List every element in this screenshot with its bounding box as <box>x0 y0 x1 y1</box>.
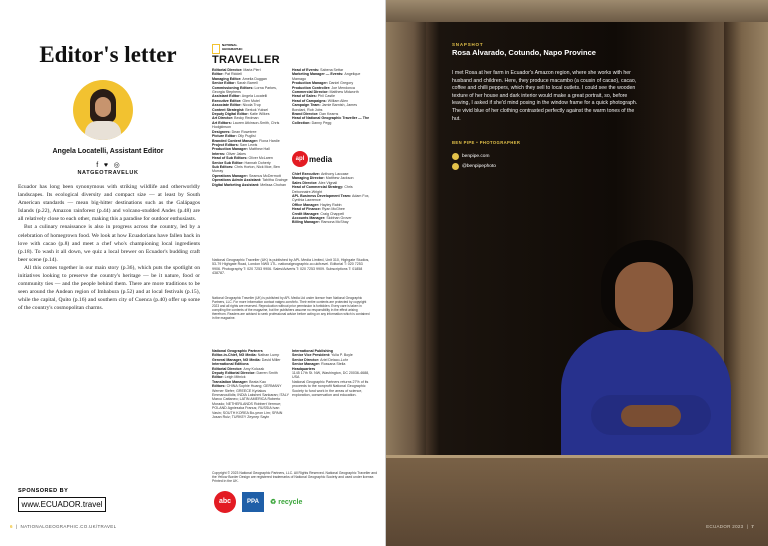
credit-line: Head of Finance: Ryan McGhee <box>292 207 345 212</box>
snapshot-label: SNAPSHOT <box>452 42 484 47</box>
masthead-column-ngp <box>212 349 290 420</box>
editor-letter-body <box>18 183 200 313</box>
apl-media-logo: apl media <box>292 151 332 167</box>
footer-left: 6 | NATIONALGEOGRAPHIC.CO.UK/TRAVEL <box>10 524 117 529</box>
credit-line: Head of Sub Editors: Oliver McLaren <box>212 156 273 161</box>
photo-credit: BEN PIPE • PHOTOGRAPHER <box>452 140 521 145</box>
photographer-instagram[interactable]: @benpipephoto <box>452 163 496 170</box>
credit-line: Editor: Leigh Mitnick <box>212 375 246 380</box>
credit-line: Editorial Director: Maria Pieri <box>212 68 261 72</box>
masthead-column-intl-publishing <box>292 349 370 397</box>
credit-line: Deputy Digital Editor: Katie Wilkes <box>212 112 270 117</box>
credit-line: Senior Director: Ariel Deiaco-Lohr <box>292 357 348 362</box>
editor-byline: Angela Locatelli, Assistant Editor <box>52 148 164 155</box>
right-page-photo <box>386 0 768 546</box>
masthead-column-apl <box>292 172 370 225</box>
column-heading: National Geographic Partners <box>212 349 263 353</box>
credit-line: Head of Events: Sabena Settar <box>292 68 344 72</box>
credit-line: APL Business Development Team: Adam Fox, Cynthia Lawrence <box>292 194 370 203</box>
credit-line: Art Editors: Lauren Atkinson-Smith, Chris Hodgkinson <box>212 120 280 130</box>
credit-line: Managing Editor: Amelia Duggan <box>212 76 267 81</box>
credit-line: 1145 17th St. NW, Washington, DC 20036-4688, USA <box>292 371 370 380</box>
instagram-icon[interactable]: ◎ <box>113 162 120 169</box>
legal-notice: National Geographic Traveller (UK) is published by APL Media Ltd under licence from National Geographic Partners, LLC. For more information contact natgeo.com/info. Their entire contents are protected by copyright 2023 and all rights are reserved. Reproduction without prior permission is forbidden. Every care is taken in compiling the contents of the magazine, but the publishers assume no responsibility in the effect arising therefrom. Readers are advised to seek professional advice before acting on any information which is contained in the magazine. <box>212 296 370 320</box>
credit-line: Head of Sales: Phil Castle <box>292 94 335 99</box>
editor-portrait <box>73 80 133 140</box>
credit-line: Branded Content Manager: Fiona Hardie <box>212 138 280 143</box>
credit-line: Head of Commercial Strategy: Chris Debonnaire-Wright <box>292 185 353 194</box>
credit-line: Head of National Geographic Traveller — The Collection: Danny Pegg <box>292 116 370 125</box>
masthead-column-editorial <box>212 68 290 187</box>
credit-line: General Manager, NG Media: David Miller <box>212 357 281 362</box>
credit-line: Campaign Team: Jamie Barnish, James Bondani, Rob Jobs <box>292 103 358 112</box>
photographer-website[interactable]: benpipe.com <box>452 153 489 160</box>
credit-line: Associate Editor: Nicola Trup <box>212 103 261 108</box>
publisher-logos <box>214 491 302 513</box>
subject-face <box>615 262 673 332</box>
snapshot-caption: I met Rosa at her farm in Ecuador's Amazon region, where she works with her husband and children. Here, they produce macambo (a cousin of cacao), cacao, coffee and chilli peppers, which they sell to local outlets. I could see the wooden texture of her house and dark interior would make a great portrait, so, before leaving, I asked if she'd mind posing in the window frame for a quick photograph. The vivid blue of her clothing contrasted perfectly against the warm tones of the hut. <box>452 70 638 122</box>
credit-line: Editor: Pat Riddell <box>212 72 242 77</box>
credit-line: Commercial Director: Matthew Midworth <box>292 90 359 95</box>
credit-line: Chief Executive: Anthony Laccase <box>292 172 349 176</box>
credit-line: Marketing Manager — Events: Angelique Mamago <box>292 72 361 81</box>
credit-line: Picture Editor: Olly Puglisi <box>212 134 256 139</box>
credit-line: Operations Manager: Seamus McDermott <box>212 173 281 178</box>
window-sill <box>386 455 768 546</box>
facebook-icon[interactable]: f <box>96 162 99 169</box>
credit-line: Editors: CHINA Sophie Huang; GERMANY Werner Siefer; GREECE Kyriakos Emmanouilidis; INDIA Lakshmi Sankaran; ITALY Marco Cattaneo; LATIN AMERICA Roberto Morado; NETHERLANDS Robbert Vermue; POLAND Agnieszka Franus; RUSSIA Ivan Vasin; SOUTH KOREA Bo-yeon Lim; SPAIN Josan Ruiz; TURKEY Zeynep Sayin <box>212 384 289 420</box>
credit-line: Senior Editor: Sarah Barrell <box>212 81 258 86</box>
abc-logo: abc <box>214 491 236 513</box>
credit-line: Head of Campaigns: William Allen <box>292 98 349 103</box>
page-number: 6 <box>10 524 13 529</box>
snapshot-title: Rosa Alvarado, Cotundo, Napo Province <box>452 48 596 57</box>
globe-icon <box>452 153 459 160</box>
credit-line: Office Manager: Hayley Rabin <box>292 202 342 207</box>
credit-line: Commissioning Editors: Lorna Parkes, Georgia Stephens <box>212 85 277 95</box>
nat-geo-border-icon <box>212 44 220 54</box>
masthead-column-commercial <box>292 68 370 125</box>
credit-line: International Editions <box>212 362 249 367</box>
credit-line: Production Manager: Daniel Gregory <box>292 81 354 86</box>
page-title: Editor's letter <box>39 42 177 67</box>
credit-line: Translation Manager: Beata Kao <box>212 379 266 384</box>
paragraph: But a culinary renaissance is also in progress across the country, led by a celebration of homegrown food. We look at how Ecuadorians have fallen back in love with cacao (p.8) and meet a chef who's championing local ingredients (p.18). To wash it all down, we quiz a local brewer on Ecuador's budding craft beer scene (p.14). <box>18 224 200 263</box>
credit-line: National Geographic Partners returns 27% of its proceeds to the nonprofit National Geographic Society to fund work in the areas of science, exploration, conservation and education. <box>292 379 369 398</box>
credit-line: Brand Director: Dan Kearns <box>292 112 339 117</box>
credit-line: Assistant Editor: Angela Locatelli <box>212 94 268 99</box>
footer-right: ECUADOR 2023 | 7 <box>706 524 754 529</box>
traveller-logo: TRAVELLER <box>212 54 280 66</box>
paragraph: Ecuador has long been synonymous with striking wildlife and otherworldly landscapes. Its ecological diversity and compact size — at least by South American standards — mean big-hitter destinations such as the Galápagos Islands (p.22), Amazon rainforest (p.44) and volcano-studded Andes (p.48) are all relatively close to each other, making this a paradise for outdoor enthusiasts. <box>18 184 200 223</box>
credit-line: Editor-in-Chief, NG Media: Nathan Lump <box>212 353 280 358</box>
social-icons <box>18 161 198 169</box>
credit-line: Executive Editor: Glen Mutel <box>212 98 260 103</box>
footer-url: NATIONALGEOGRAPHIC.CO.UK/TRAVEL <box>20 524 117 529</box>
credit-line: Accounts Manager: Siobhan Grover <box>292 216 352 221</box>
sponsor-logo[interactable]: www.ECUADOR.travel <box>18 497 106 512</box>
ppa-logo: PPA <box>242 492 264 512</box>
credit-line: Production Manager: Matthew Hall <box>212 147 270 152</box>
credit-line: Senior Manager: Rossana Stella <box>292 362 346 367</box>
credit-line: Senior Sub Editor: Hannah Doherty <box>212 160 271 165</box>
publisher-info: National Geographic Traveller (UK) is published by APL Media Limited, Unit 310, Highgate Studios, 53-79 Highgate Road, London NW5 1TL. nationalgeographic.co.uk/travel. Editorial T: 020 7253 9906. Photography T: 020 7253 9906. Sales/Adverts T: 020 7253 9909. Subscriptions T: 01858 438787. <box>212 258 370 276</box>
credit-line: Sales Director: Alex Vignali <box>292 180 338 185</box>
credit-line: Operations Admin Assistant: Tabitha Grainge <box>212 178 288 183</box>
social-handle[interactable]: NATGEOTRAVELUK <box>77 170 139 176</box>
instagram-icon <box>452 163 459 170</box>
credit-line: Project Editors: Sam Lewis <box>212 142 258 147</box>
credit-line: Headquarters <box>292 366 316 371</box>
credit-line: Deputy Editorial Director: Darren Smith <box>212 371 278 376</box>
paragraph: All this comes together in our main story (p.36), which puts the spotlight on initiatives looking to preserve the country's heritage — be it nature, food or community ties — and the people behind them. There are more traditions to be seen around the Andean region of Imbabura (p.52) and at local festivals (p.15), while the capital, Quito (p.16) and southern city of Cuenca (p.40) offer up some of the country's cosmopolitan charms. <box>18 264 200 312</box>
credit-line: Art Director: Becky Redman <box>212 116 259 121</box>
credit-line: Interns: Oliver Jakes <box>212 151 246 156</box>
credit-line: Digital Marketing Assistant: Melissa Chohan <box>212 182 286 187</box>
credit-line: Billing Manager: Ramona McShay <box>292 220 349 225</box>
twitter-icon[interactable]: ♥ <box>103 162 108 169</box>
credit-line: Production Controller: Joe Mendonca <box>292 85 355 90</box>
credit-line: Content Strategist: Berkok Yuksel <box>212 107 269 112</box>
recycle-logo: ♻ recycle <box>270 499 303 506</box>
copyright-notice: Copyright © 2023 National Geographic Partners, LLC. All Rights Reserved. National Geographic Traveller and the Yellow Border Design are registered trademarks of National Geographic Society and used under license. Printed in the UK. <box>212 471 377 484</box>
credit-line: Senior Vice President: Yulia P. Boyle <box>292 353 353 358</box>
sponsor-label: SPONSORED BY <box>18 488 69 494</box>
nat-geo-wordmark: NATIONAL GEOGRAPHIC <box>222 43 243 51</box>
credit-line: Credit Manager: Craig Chappell <box>292 211 345 216</box>
column-heading: International Publishing <box>292 349 333 353</box>
page-number: 7 <box>751 524 754 529</box>
credit-line: Editorial Director: Amy Kolczak <box>212 366 265 371</box>
credit-line: Designers: Dean Rowntree <box>212 129 257 134</box>
credit-line: Sub Editors: Chris Horton, Nick Moe, Ben Murray <box>212 164 280 174</box>
credit-line: Managing Director: Matthew Jackson <box>292 176 354 181</box>
